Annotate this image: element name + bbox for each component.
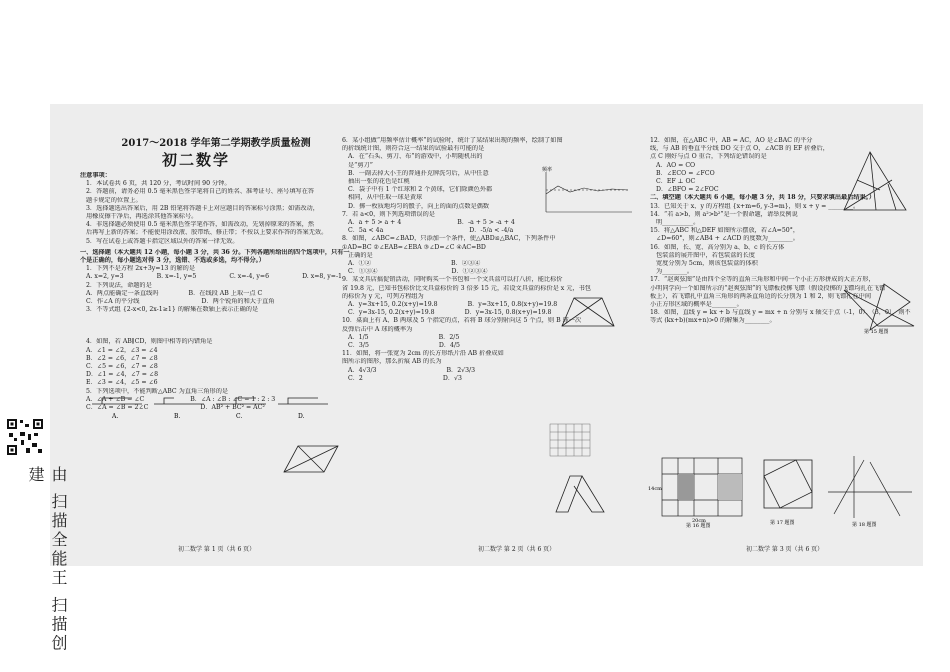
question-18-cont: 等式 (kx+b)(mx+n)>0 的解集为________。 xyxy=(650,317,776,325)
question-17-cont: 小明同学向一个如图所示的“赵爽弦图”的飞镖板投掷飞镖（假设投掷的飞镖均扎在飞镖 xyxy=(650,284,886,292)
q4-option-b: B．∠2 = ∠6，∠7 = ∠8 xyxy=(86,354,158,362)
page-1-footer: 初二数学 第 1 页（共 6 页） xyxy=(178,546,256,553)
question-16-cont3: 为________。 xyxy=(656,268,694,276)
question-5: 5．下列选项中，不能判断△ABC 为直角三角形的是 xyxy=(86,387,229,395)
question-17-cont2: 板上），若飞镖扎中直角三角形的两条直角边的长分别为 1 和 2，则飞镖扎在中间 xyxy=(650,292,872,300)
q6-option-b-cont: 抽出一张的花色是红桃 xyxy=(348,178,410,186)
q1-option-d: D. x=8, y=-1 xyxy=(302,273,342,281)
question-17-cont3: 小正方形区域的概率是________。 xyxy=(650,301,743,309)
q2-option-b: B．在线段 AB 上取一点 C xyxy=(188,289,263,297)
note-line: 4．非选择题必须使用 0.5 毫米黑色签字笔作答，如需改动，先划掉原来的答案，然 xyxy=(86,221,315,229)
question-2: 2．下列说法，命题的是 xyxy=(86,281,152,289)
exam-title: 2017～2018 学年第二学期教学质量检测 xyxy=(121,138,311,149)
q7-option-c: C．5a < 4a xyxy=(348,227,384,235)
q4-option-d: D．∠1 = ∠4，∠7 = ∠8 xyxy=(86,371,159,379)
question-9: 9．某文具店搞促销活动，同时购买一个书包和一个文具盒可以打八折，能比标价 xyxy=(342,276,563,284)
q1-option-c: C. x=-4, y=6 xyxy=(229,273,270,281)
qr-code-icon xyxy=(6,418,44,456)
zhao-shuang-figure xyxy=(760,456,816,528)
two-lines-figure xyxy=(824,452,914,528)
question-9-cont: 省 19.8 元，已知书包标价比文具盒标价的 3 倍多 15 元，若设文具盒的标价是 x 元，书包 xyxy=(342,284,591,292)
q3-option-d: D. xyxy=(298,413,305,420)
q8-option-d: D．①②③④ xyxy=(451,268,488,276)
congruent-triangles-figure xyxy=(558,294,618,330)
question-18: 18．如图，直线 y = kx + b 与直线 y = mx + n 分别与 x 轴交于点（-1，0）、（3，0），则不 xyxy=(650,309,911,317)
question-17: 17．“赵爽弦图”是由四个全等的直角三角形和中间一个小正方形拼成的大正方形， xyxy=(650,276,875,284)
question-16: 16．如图，长、宽、高分别为 a、b、c 的长方体 xyxy=(650,243,785,251)
q9-option-c: C．y=3x-15, 0.2(x+y)=19.8 xyxy=(348,309,435,317)
section-2-heading: 二、填空题（本大题共 6 小题，每小题 3 分，共 18 分，只要求填出最后结果。） xyxy=(650,194,876,202)
question-15: 15．将△ABC 和△DEF 如图所示摆放，若∠A=50°， xyxy=(650,227,800,235)
question-1: 1．下列不是方程 2x+3y=13 的解的是 xyxy=(86,265,196,273)
folded-strip-figure xyxy=(550,472,610,516)
question-3: 3．不等式组 {2-x<0, 2x-1≥1} 的解集在数轴上表示正确的是 xyxy=(86,306,259,314)
q6-option-d: D．掷一枚质地均匀的骰子，向上的面的点数是偶数 xyxy=(348,202,490,210)
question-11-cont: 图所示的图形，那么折痕 AB 的长为 xyxy=(342,358,442,366)
q1-option-a: A. x=2, y=3 xyxy=(86,273,124,281)
box-net-figure xyxy=(648,452,758,528)
q9-option-a: A．y=3x+15, 0.2(x+y)=19.8 xyxy=(348,301,438,309)
q1-option-b: B. x=-1, y=5 xyxy=(156,273,197,281)
dimension-20cm: 20cm xyxy=(692,518,706,524)
question-15-cont: ∠D=60°，则∠AB4 + ∠ACD 的度数为________。 xyxy=(656,235,799,243)
page-2-footer: 初二数学 第 2 页（共 6 页） xyxy=(478,546,556,553)
question-16-cont: 包装盒的展开图中，若包装盒的长度 xyxy=(656,251,755,259)
q3-option-b: B. xyxy=(174,413,181,420)
note-line: 后再写上新的答案；不能使用涂改液、胶带纸、修正带；不按以上要求作答的答案无效。 xyxy=(86,229,328,237)
q4-option-e: E．∠3 = ∠4，∠5 = ∠6 xyxy=(86,379,158,387)
note-line: 2．答题前，请务必用 0.5 毫米黑色签字笔将自己的姓名、准考证号、座号填写在答 xyxy=(86,188,315,196)
figure-15-caption: 第 15 题图 xyxy=(864,329,889,334)
q12-option-b: B．∠ECO = ∠FCO xyxy=(656,169,715,177)
q7-option-a: A．a + 5 > a + 4 xyxy=(348,219,402,227)
q8-option-a: A．①② xyxy=(348,260,372,268)
q3-option-a: A. xyxy=(112,413,119,420)
question-7: 7．若 a<0，则下列选项错误的是 xyxy=(342,210,435,218)
q5-option-d: D．AB² + BC² = AC² xyxy=(200,404,265,412)
question-12: 12．如图，在△ABC 中，AB = AC，AO 是∠BAC 的平分 xyxy=(650,137,813,144)
question-8: 8．如图，∠ABC=∠BAD，只添加一个条件，使△ABD≌△BAC，下列条件中 xyxy=(342,235,556,243)
q8-option-b: B．②③④ xyxy=(451,260,481,268)
grid-figure xyxy=(548,422,592,458)
question-9-cont2: 的标价为 y 元，可列方程组为 xyxy=(342,292,424,300)
question-13: 13．已知关于 x、y 的方程组 {x+m=6, y-3=m}，则 x + y = ________。 xyxy=(650,202,860,210)
question-4: 4．如图，若 AB∥CD，则图中相等的内错角是 xyxy=(86,338,213,346)
q5-option-c: C．∠A = ∠B = 2∠C xyxy=(86,404,149,412)
question-11: 11．如图，将一张宽为 2cm 的长方形纸片沿 AB 折叠成如 xyxy=(342,350,504,358)
question-12-cont: 线，与 AB 的垂直平分线 DO 交于点 O，∠ACB 的 EF 折叠后， xyxy=(650,145,829,153)
q12-option-c: C．EF ⊥ OC xyxy=(656,178,696,186)
question-10-cont: 反弹后击中 A 球的概率为 xyxy=(342,325,413,333)
q12-option-a: A．AO = CO xyxy=(656,161,696,169)
scanner-watermark: 由 扫描全能王 扫描创建 xyxy=(26,466,68,654)
question-6-cont: 的折线统计图，则符合这一结果的试验最有可能的是 xyxy=(342,145,485,153)
q4-option-c: C．∠5 = ∠6，∠7 = ∠8 xyxy=(86,363,158,371)
figure-18-caption: 第 18 题图 xyxy=(852,522,877,528)
q6-option-a-cont: 是“剪刀” xyxy=(348,161,373,169)
note-line: 5．写在试卷上或答题卡指定区域以外的答案一律无效。 xyxy=(86,237,239,245)
question-12-cont2: 点 C 刚好与点 O 重合，下列结论错误的是 xyxy=(650,153,767,161)
q11-option-b: B．2√3/3 xyxy=(446,366,476,374)
q10-option-d: D．4/5 xyxy=(438,342,460,350)
question-16-cont2: 宽度分别为 5cm，则该包装盒的体积 xyxy=(656,260,758,268)
exam-sheet xyxy=(50,104,923,566)
frequency-line-chart xyxy=(540,164,634,218)
q3-option-c: C. xyxy=(236,413,243,420)
subject-title: 初二数学 xyxy=(162,151,231,169)
q9-option-b: B．y=3x+15, 0.8(x+y)=19.8 xyxy=(467,301,558,309)
note-line: 题卡规定的位置上。 xyxy=(86,196,142,204)
q2-option-a: A．两点能确定一条直线吗 xyxy=(86,289,159,297)
question-14: 14．“若 a>b，则 a²>b²”是一个假命题，请举反例说 xyxy=(650,210,798,218)
question-10: 10．桌面上有 A、B 两球及 5 个指定的点，若将 B 球分别射向这 5 个点，则 B 球一次 xyxy=(342,317,582,325)
note-line: 用橡皮擦干净后，再选涂其他答案标号。 xyxy=(86,213,198,221)
page-1 xyxy=(80,104,352,566)
q2-option-d: D．两个锐角的和大于直角 xyxy=(201,298,275,306)
question-8-cont: 正确的是 xyxy=(348,251,373,259)
q8-option-c: C．①③④ xyxy=(348,268,378,276)
triangles-def-figure xyxy=(840,282,918,334)
q6-option-b: B．一副去掉大小王的普通扑克牌洗匀后，从中任意 xyxy=(348,169,489,177)
q7-option-b: B．-a + 5 > -a + 4 xyxy=(457,219,515,227)
dimension-14cm: 14cm xyxy=(648,486,662,492)
notes-title: 注意事项： xyxy=(80,172,111,179)
section-1-heading: 一、选择题（本大题共 12 小题，每小题 3 分，共 36 分。下列各题所给出的四个选项中，只有一个是正确的，每小题选对得 3 分，选错、不选或多选，均不得分。） xyxy=(80,248,350,265)
figure-16-caption: 第 16 题图 xyxy=(686,523,711,528)
question-8-conditions: ①AD=BC ②∠EAB=∠EBA ③∠D=∠C ④AC=BD xyxy=(342,243,486,251)
number-line-options xyxy=(92,394,332,420)
q5-option-b: B．∠A : ∠B : ∠C = 1 : 2 : 3 xyxy=(190,395,276,403)
q10-option-a: A．1/5 xyxy=(348,333,369,341)
note-line: 3．选择题选出答案后，用 2B 铅笔将答题卡上对应题目的答案标号涂黑；如需改动， xyxy=(86,204,319,212)
q11-option-a: A．4√3/3 xyxy=(348,366,377,374)
q5-option-a: A．∠A + ∠B = ∠C xyxy=(86,395,145,403)
chart-y-label: 频率 xyxy=(542,167,553,173)
q6-option-c: C．袋子中有 1 个红球和 2 个黄球，它们除颜色外都 xyxy=(348,186,493,194)
page-3-footer: 初二数学 第 3 页（共 6 页） xyxy=(746,546,824,553)
q12-option-d: D．∠BFO = 2∠FOC xyxy=(656,186,719,194)
q7-option-d: D．-5/a < -4/a xyxy=(469,227,514,235)
triangle-abc-figure xyxy=(840,150,910,214)
q9-option-d: D．y=3x-15, 0.8(x+y)=19.8 xyxy=(464,309,552,317)
question-14-cont: 明__________。 xyxy=(656,219,700,227)
q6-option-a: A．在“石头、剪刀、布”的游戏中，小明随机出的 xyxy=(348,153,483,161)
q11-option-d: D．√3 xyxy=(442,374,462,382)
q2-option-c: C．作∠A 的平分线 xyxy=(86,298,140,306)
q10-option-c: C．3/5 xyxy=(348,342,369,350)
figure-17-caption: 第 17 题图 xyxy=(770,520,795,526)
q10-option-b: B．2/5 xyxy=(438,333,460,341)
note-line: 1．本试卷共 6 页，共 120 分，考试时间 90 分钟。 xyxy=(86,180,231,188)
parallel-lines-figure xyxy=(276,442,342,478)
question-6: 6．某小组做“用频率估计概率”的试验时，统计了某结果出现的频率，绘制了如图 xyxy=(342,137,563,144)
q4-option-a: A．∠1 = ∠2，∠3 = ∠4 xyxy=(86,346,158,354)
q6-option-c-cont: 相同，从中任取一球是黄球 xyxy=(348,194,423,202)
q11-option-c: C．2 xyxy=(348,374,363,382)
